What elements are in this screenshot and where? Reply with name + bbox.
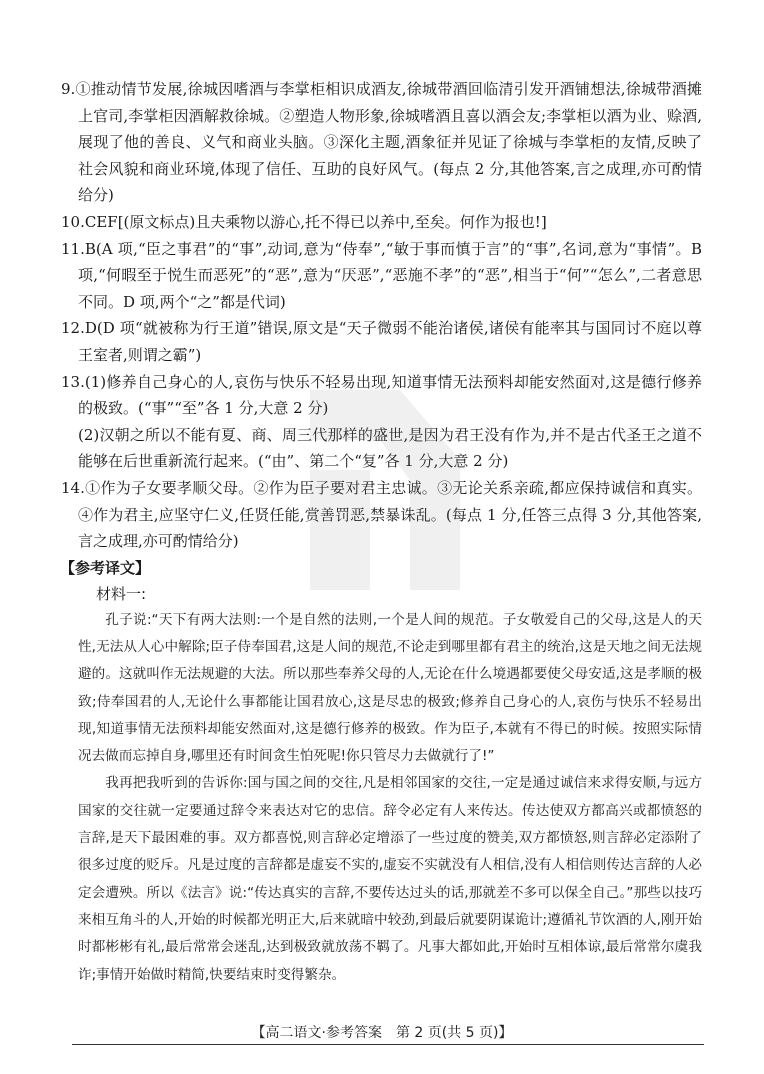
answer-text: B(A 项,“臣之事君”的“事”,动词,意为“侍奉”,“敏于事而慎于言”的“事”,名词,意为“事情”。B 项,“何暇至于悦生而恶死”的“恶”,意为“厌恶”,“恶施不孝”的“恶”,相当于“何”“怎么”,二者意思不同。D 项,两个“之”都是代词): [78, 239, 702, 311]
answer-text: (2)汉朝之所以不能有夏、商、周三代那样的盛世,是因为君王没有作为,并不是古代圣王之道不能够在后世重新流行起来。(“由”、第二个“复”各 1 分,大意 2 分): [78, 425, 702, 471]
reference-translation: [78, 607, 702, 989]
answer-item: [61, 315, 702, 368]
answer-number: 12.: [61, 319, 85, 338]
material-label: 材料一:: [96, 584, 147, 603]
translation-paragraph: 孔子说:“天下有两大法则:一个是自然的法则,一个是人间的规范。子女敬爱自己的父母,这是人的天性,无法从人心中解除;臣子侍奉国君,这是人间的规范,不论走到哪里都有君主的统治,这是天地之间无法规避的。这就叫作无法规避的大法。所以那些奉养父母的人,无论在什么境遇都要使父母安适,这是孝顺的极致;侍奉国君的人,无论什么事都能让国君放心,这是尽忠的极致;修养自己身心的人,哀伤与快乐不轻易出现,知道事情无法预料却能安然面对,这是德行修养的极致。作为臣子,本就有不得已的时候。按照实际情况去做而忘掉自身,哪里还有时间贪生怕死呢!你只管尽力去做就行了!”: [78, 611, 702, 765]
translation-paragraph: 我再把我听到的告诉你:国与国之间的交往,凡是相邻国家的交往,一定是通过诚信来求得安顺,与远方国家的交往就一定要通过辞令来表达对它的忠信。辞令必定有人来传达。传达使双方都高兴或都愤怒的言辞,是天下最困难的事。双方都喜悦,则言辞必定增添了一些过度的赞美,双方都愤怒,则言辞必定添附了很多过度的贬斥。凡是过度的言辞都是虚妄不实的,虚妄不实就没有人相信,没有人相信则传达言辞的人必定会遭殃。所以《法言》说:“传达真实的言辞,不要传达过头的话,那就差不多可以保全自己。”那些以技巧来相互角斗的人,开始的时候都光明正大,后来就暗中较劲,到最后就要阴谋诡计;遵循礼节饮酒的人,刚开始时都彬彬有礼,最后常常会迷乱,达到极致就放荡不羁了。凡事大都如此,开始时互相体谅,最后常常尔虞我诈;事情开始做时精简,快要结束时变得繁杂。: [78, 775, 702, 983]
answer-text: D(D 项“就被称为行王道”错误,原文是“天子微弱不能治诸侯,诸侯有能率其与国同讨不庭以尊王室者,则谓之霸”): [78, 319, 702, 364]
answer-number: 9.: [61, 80, 76, 98]
answer-text: ①推动情节发展,徐城因嗜酒与李掌柜相识成酒友,徐城带酒回临清引发开酒铺想法,徐城带酒摊上官司,李掌柜因酒解救徐城。②塑造人物形象,徐城嗜酒且喜以酒会友;李掌柜以酒为业、赊酒,展现了他的善良、义气和商业头脑。③深化主题,酒象征并见证了徐城与李掌柜的友情,反映了社会风貌和商业环境,体现了信任、互助的良好风气。(每点 2 分,其他答案,言之成理,亦可酌情给分): [75, 80, 702, 205]
footer-divider: [72, 1044, 704, 1045]
page-footer: 【高二语文·参考答案 第 2 页(共 5 页)】: [251, 1025, 513, 1041]
answer-item: [61, 76, 702, 209]
answer-item: [78, 422, 702, 475]
answer-text: (1)修养自己身心的人,哀伤与快乐不轻易出现,知道事情无法预料却能安然面对,这是德行修养的极致。(“事”“至”各 1 分,大意 2 分): [78, 372, 702, 418]
answer-number: 10.: [61, 212, 85, 231]
answer-text: CEF[(原文标点)且夫乘物以游心,托不得已以养中,至矣。何作为报也!]: [84, 212, 547, 231]
answer-item: [61, 209, 702, 236]
reference-translation-title: 【参考译文】: [60, 558, 151, 577]
answer-list: [61, 76, 702, 555]
answer-item: [61, 369, 702, 422]
answer-number: 14.: [61, 478, 85, 497]
answer-item: [61, 236, 702, 316]
answer-text: ①作为子女要孝顺父母。②作为臣子要对君主忠诚。③无论关系亲疏,都应保持诚信和真实。④作为君主,应坚守仁义,任贤任能,赏善罚恶,禁暴诛乱。(每点 1 分,任答三点得 3 分,其他答案,言之成理,亦可酌情给分): [78, 478, 702, 551]
answer-number: 11.: [61, 239, 85, 258]
answer-item: [61, 475, 702, 555]
answer-number: 13.: [61, 372, 85, 391]
